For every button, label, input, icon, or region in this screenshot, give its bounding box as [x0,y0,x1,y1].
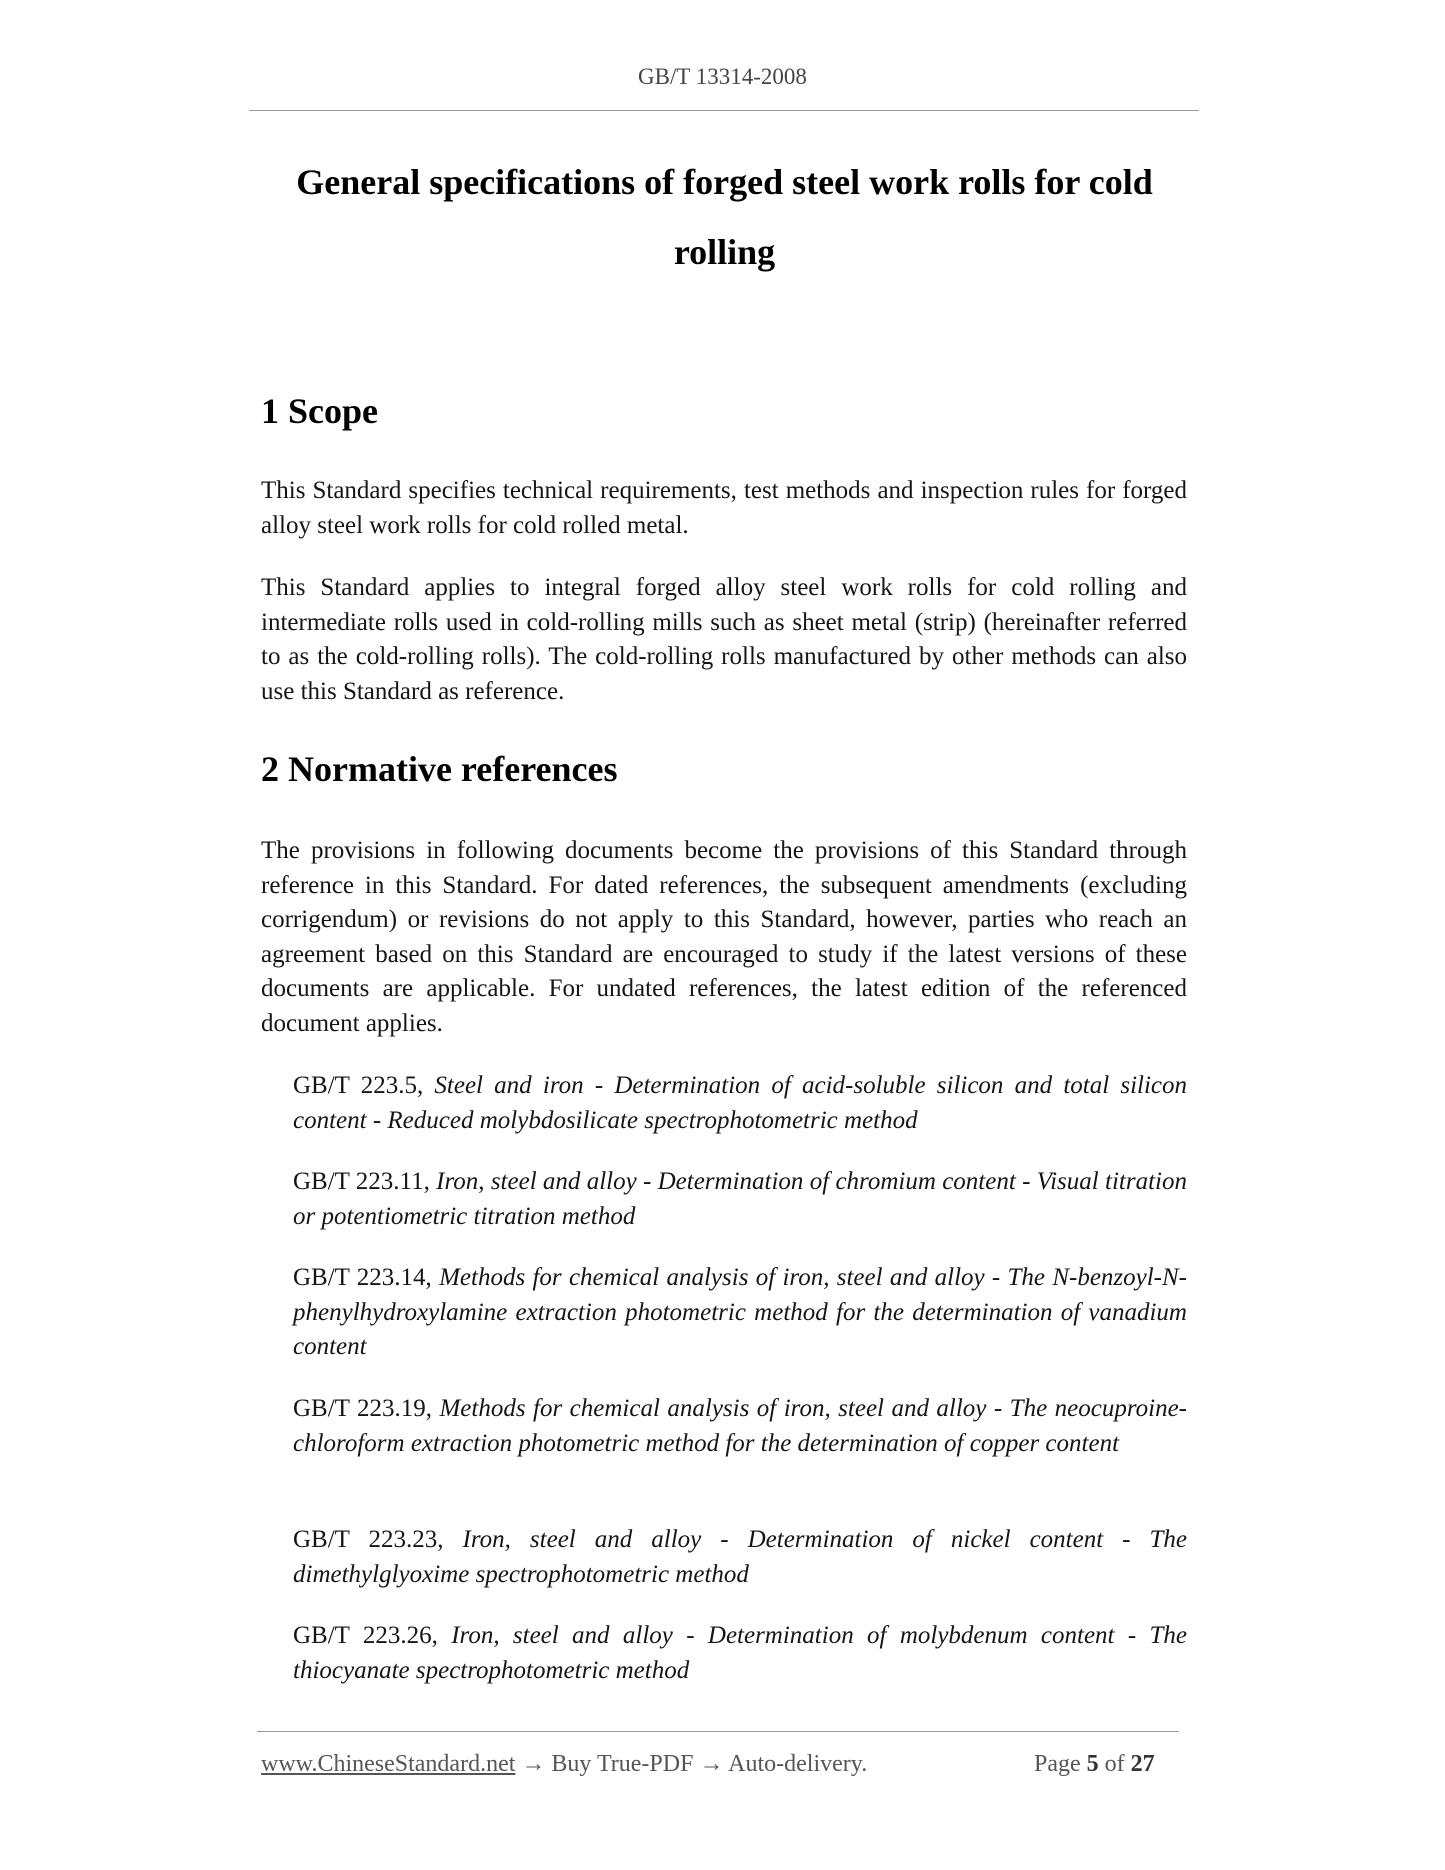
arrow-right-icon: → [521,1751,546,1777]
header-divider [249,110,1199,111]
reference-title: Iron, steel and alloy - Determination of molybdenum content - The thiocyanate spectrophotometric method [293,1622,1188,1684]
buy-pdf-text: Buy True-PDF [551,1751,694,1777]
running-header: GB/T 13314-2008 [638,64,807,89]
site-link[interactable]: www.ChineseStandard.net [261,1751,516,1777]
reference-item [293,1165,1187,1234]
current-page: 5 [1086,1751,1099,1777]
reference-title: Methods for chemical analysis of iron, steel and alloy - The N-benzoyl-N-phenylhydroxylamine extraction photometric method for the determination of vanadium content [293,1264,1188,1361]
arrow-right-icon: → [699,1751,724,1777]
scope-paragraph-1: This Standard specifies technical requirements, test methods and inspection rules for forged alloy steel work rolls for cold rolled metal. [261,477,1187,539]
reference-title: Steel and iron - Determination of acid-soluble silicon and total silicon content - Reduced molybdosilicate spectrophotometric method [293,1072,1188,1134]
reference-code: GB/T 223.11, [293,1168,430,1195]
reference-code: GB/T 223.23, [293,1526,444,1553]
reference-title: Iron, steel and alloy - Determination of nickel content - The dimethylglyoxime spectrophotometric method [293,1526,1187,1588]
section-heading-normative-references: 2 Normative references [261,749,618,789]
reference-item [293,1069,1187,1138]
reference-code: GB/T 223.26, [293,1622,438,1649]
reference-item [293,1392,1187,1461]
reference-item [293,1619,1187,1688]
footer-divider [257,1731,1179,1732]
normative-references-paragraph: The provisions in following documents become the provisions of this Standard through reference in this Standard. For dated references, the subsequent amendments (excluding corrigendum) or revisions do not apply to this Standard, however, parties who reach an agreement based on this Standard are encouraged to study if the latest versions of these documents are applicable. For undated references, the latest edition of the referenced document applies. [261,837,1187,1037]
page-number [1034,1751,1155,1778]
reference-code: GB/T 223.14, [293,1264,432,1291]
reference-item [293,1261,1187,1365]
of-label: of [1104,1751,1125,1777]
reference-title: Methods for chemical analysis of iron, steel and alloy - The neocuproine-chloroform extraction photometric method for the determination of copper content [293,1395,1188,1457]
page-label: Page [1034,1751,1081,1777]
footer-promo [261,1751,867,1778]
section-heading-scope: 1 Scope [261,391,378,431]
auto-delivery-text: Auto-delivery. [728,1751,868,1777]
document-title: General specifications of forged steel work rolls for cold rolling [296,162,1153,272]
reference-title: Iron, steel and alloy - Determination of chromium content - Visual titration or potentiometric titration method [293,1168,1187,1230]
reference-item [293,1523,1187,1592]
total-pages: 27 [1130,1751,1155,1777]
reference-code: GB/T 223.5, [293,1072,424,1099]
scope-paragraph-2: This Standard applies to integral forged alloy steel work rolls for cold rolling and intermediate rolls used in cold-rolling mills such as sheet metal (strip) (hereinafter referred to as the cold-rolling rolls). The cold-rolling rolls manufactured by other methods can also use this Standard as reference. [261,574,1187,705]
reference-code: GB/T 223.19, [293,1395,432,1422]
